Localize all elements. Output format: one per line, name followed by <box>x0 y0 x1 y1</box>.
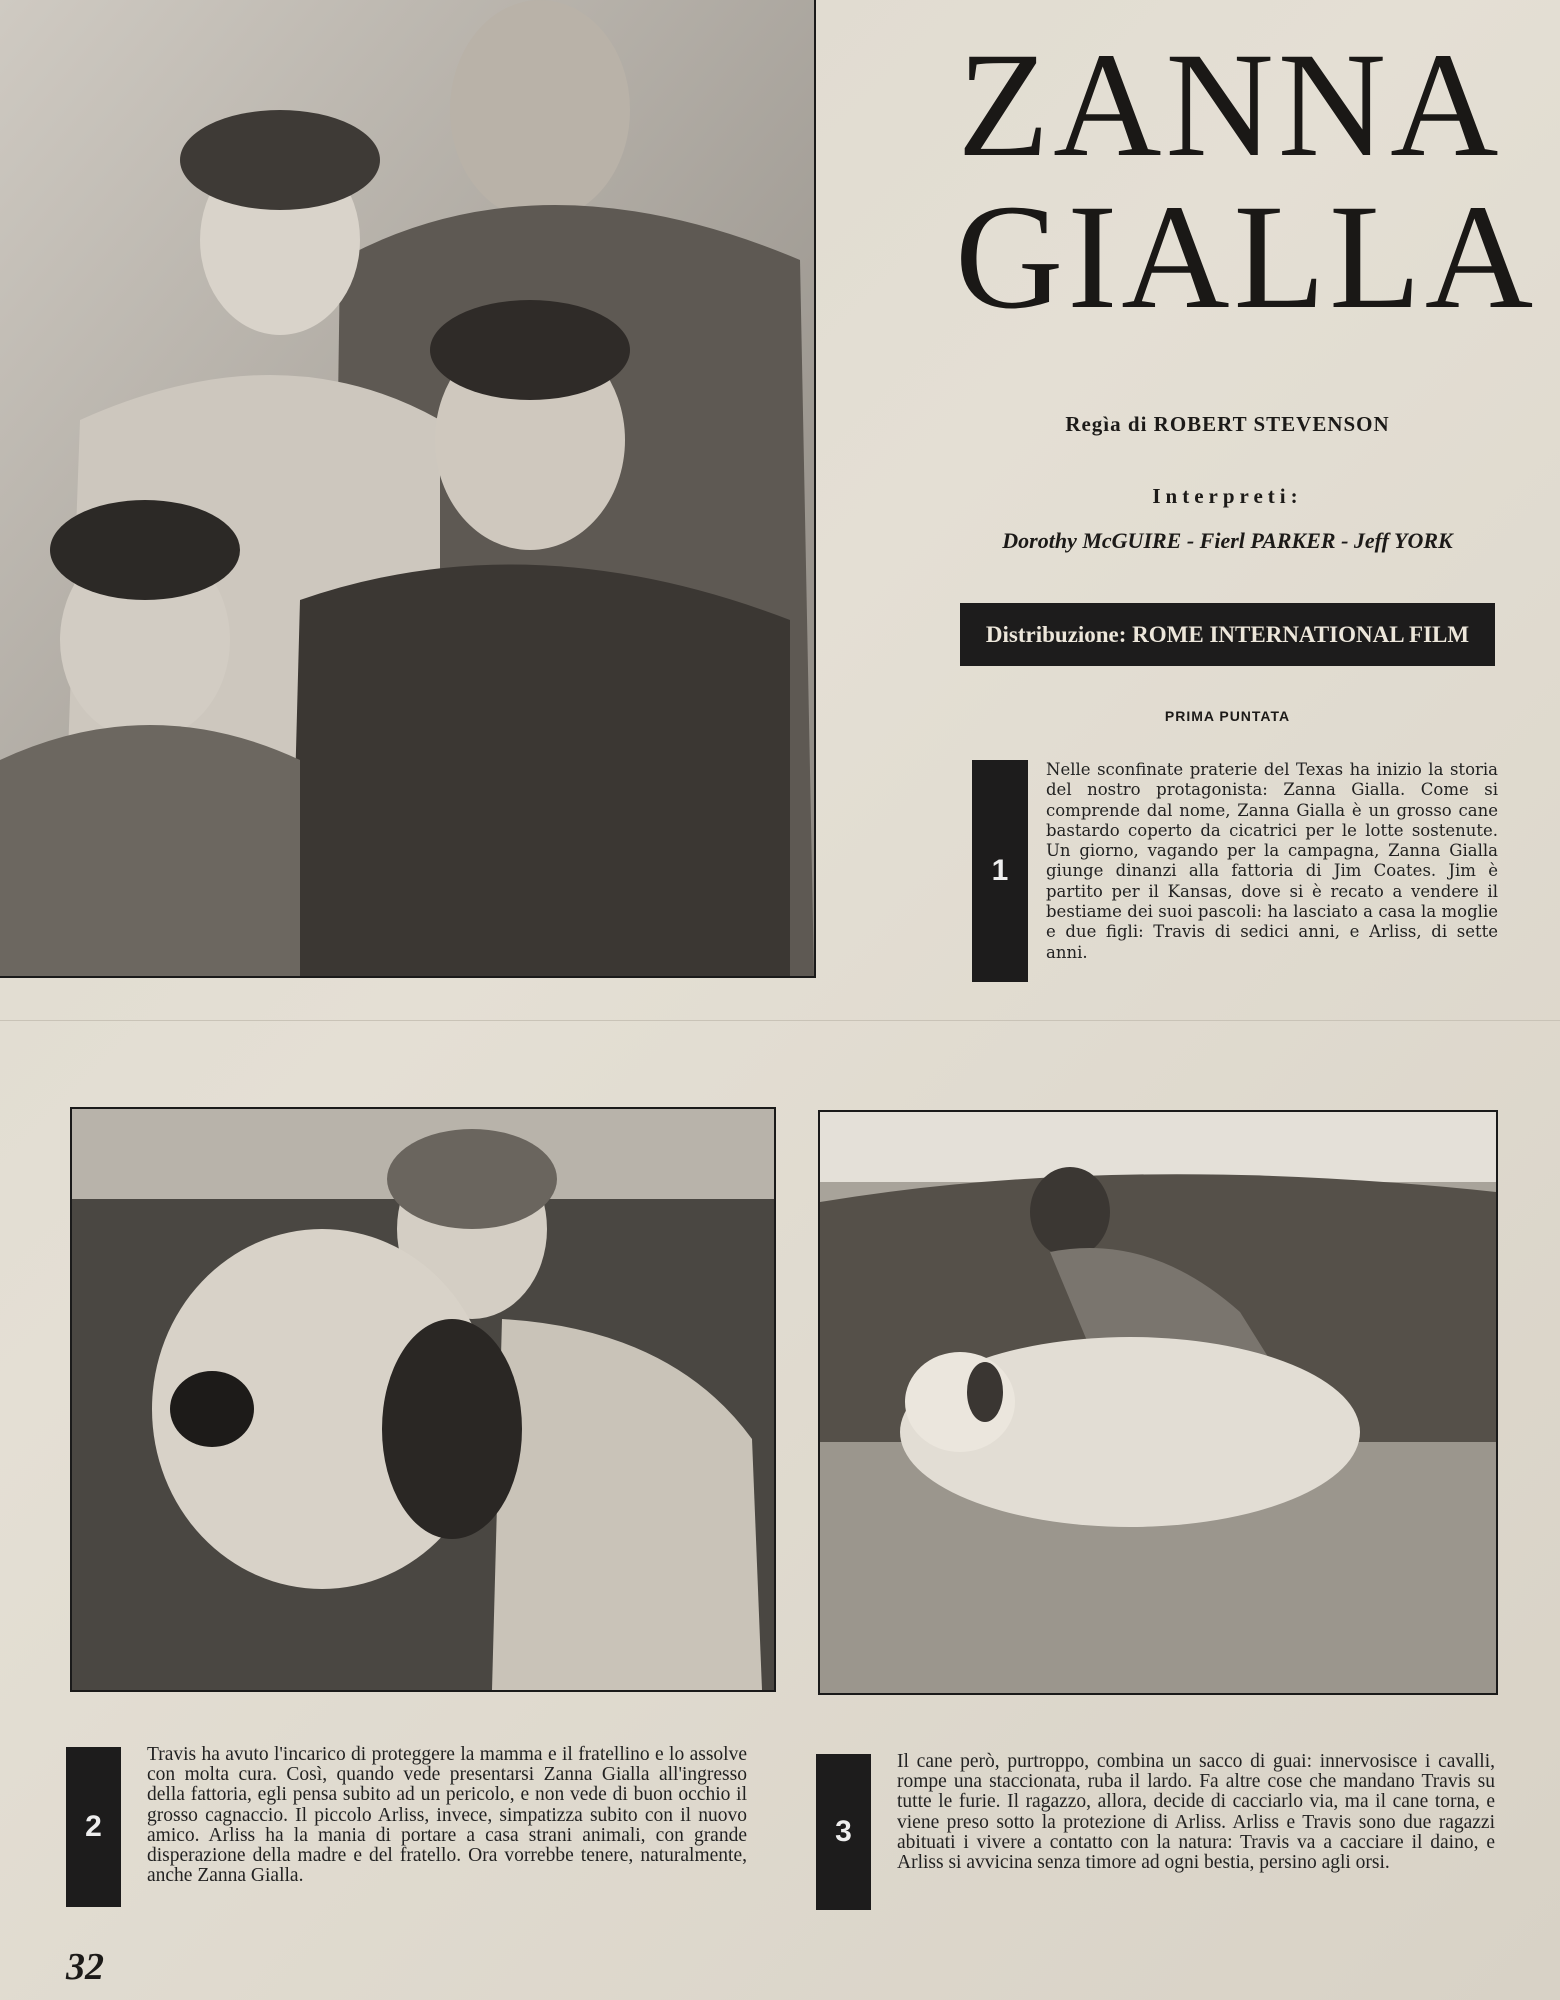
boy-with-dog-photo <box>70 1107 776 1692</box>
director-credit: Regìa di ROBERT STEVENSON <box>1065 412 1390 436</box>
boy-riding-dog-photo <box>818 1110 1498 1695</box>
title-line-2: GIALLA <box>955 174 1538 340</box>
section-text-1: Nelle sconfinate praterie del Texas ha inizio la storia del nostro protagonista: Zanna Gialla. Come si comprende dal nome, Zanna Gialla è un grosso cane bastardo coperto da cicatrici per le lotte sostenute. Un giorno, vagando per la campagna, Zanna Gialla giunge dinanzi alla fattoria di Jim Coates. Jim è partito per il Kansas, dove si è recato a vendere il bestiame dei suoi pascoli: ha lasciato a casa la moglie e due figli: Travis di sedici anni, e Arliss, di sette anni. <box>1046 760 1498 962</box>
section-number-1: 1 <box>972 760 1028 982</box>
page-number: 32 <box>66 1946 104 1988</box>
episode-label: PRIMA PUNTATA <box>1164 708 1291 724</box>
section-number-2: 2 <box>66 1747 121 1907</box>
family-photo <box>0 0 816 978</box>
section-text-3: Il cane però, purtroppo, combina un sacco di guai: innervosisce i cavalli, rompe una staccionata, ruba il lardo. Fa altre cose che mandano Travis su tutte le furie. Il ragazzo, allora, decide di cacciarlo via, ma il cane torna, e viene preso sotto la protezione di Arliss. Arliss e Travis sono due ragazzi abituati i vivere a contatto con la natura: Travis va a cacciare il daino, e Arliss si avvicina senza timore ad ogni bestia, persino agli orsi. <box>897 1751 1495 1874</box>
title-line-1: ZANNA <box>957 22 1503 188</box>
distribution-banner: Distribuzione: ROME INTERNATIONAL FILM <box>960 603 1495 666</box>
fold-line <box>0 1020 1560 1021</box>
section-text-2: Travis ha avuto l'incarico di proteggere la mamma e il fratellino e lo assolve con molta cura. Così, quando vede presentarsi Zanna Gialla all'ingresso della fattoria, egli pensa subito ad un pericolo, e non vede di buon occhio il grosso cagnaccio. Il piccolo Arliss, invece, simpatizza subito con il nuovo amico. Arliss ha la mania di portare a casa strani animali, con grande disperazione della madre e del fratello. Ora vorrebbe tenere, naturalmente, anche Zanna Gialla. <box>147 1744 747 1887</box>
cast-list: Dorothy McGUIRE - Fierl PARKER - Jeff YORK <box>1002 528 1453 553</box>
cast-label: Interpreti: <box>1152 484 1303 508</box>
section-number-3: 3 <box>816 1754 871 1910</box>
